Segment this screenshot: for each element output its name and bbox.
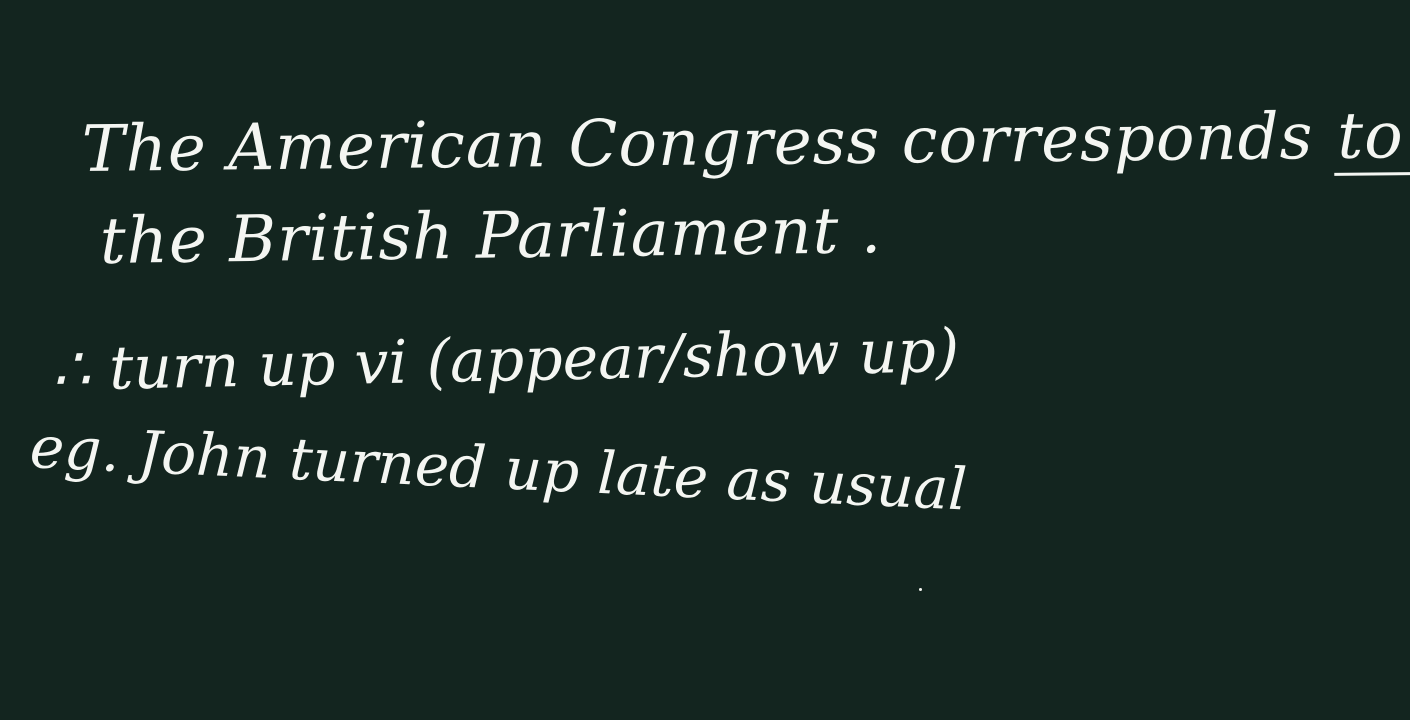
note-line-2: the British Parliament . [99,194,883,279]
note-line-4-example: eg. John turned up late as usual [28,413,969,524]
note-line-1-text: The American Congress corresponds [81,100,1314,187]
note-line-1 [81,99,1410,189]
stray-ink-dot [919,588,922,591]
underlined-word-to: to [1333,104,1410,176]
note-line-3-definition: ∴ turn up vi (appear/show up) [51,316,960,405]
